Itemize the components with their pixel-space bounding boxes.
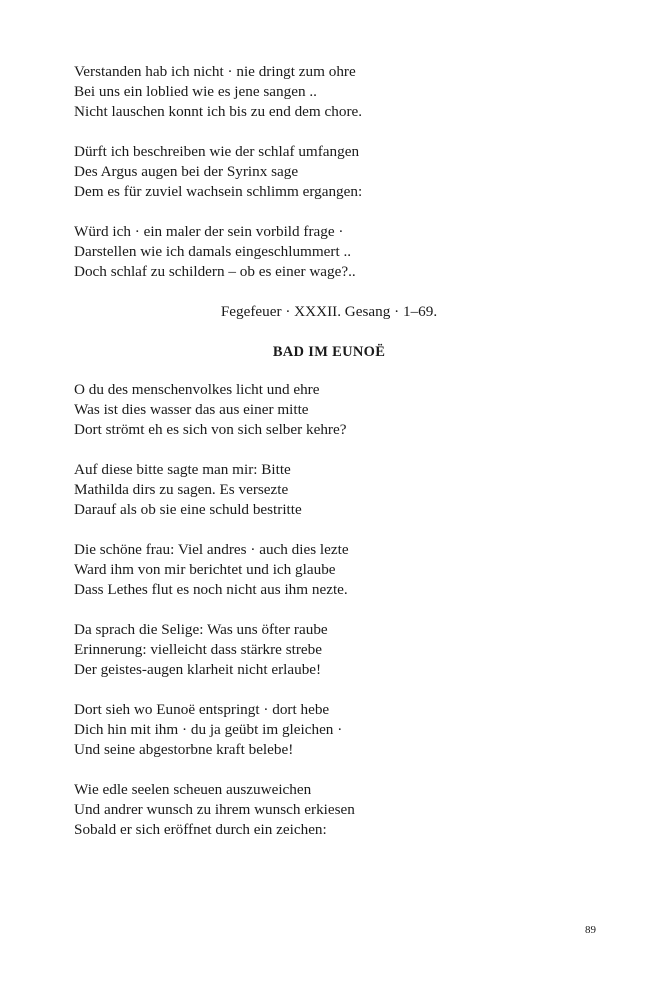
verse-line: Mathilda dirs zu sagen. Es versezte — [74, 481, 289, 498]
stanza — [74, 380, 594, 440]
verse-line: Ward ihm von mir berichtet und ich glaube — [74, 561, 336, 578]
verse-line: Würd ich · ein maler der sein vorbild frage · — [74, 223, 344, 240]
verse-line: Darstellen wie ich damals eingeschlummert .. — [74, 243, 352, 260]
verse-line: Darauf als ob sie eine schuld bestritte — [74, 501, 302, 518]
stanza — [74, 540, 594, 600]
page-body — [74, 62, 594, 860]
stanza — [74, 780, 594, 840]
stanza — [74, 700, 594, 760]
verse-line: Nicht lauschen konnt ich bis zu end dem chore. — [74, 103, 363, 120]
verse-line: Sobald er sich eröffnet durch ein zeichen: — [74, 821, 327, 838]
verse-line: Wie edle seelen scheuen auszuweichen — [74, 781, 312, 798]
verse-line: Dich hin mit ihm · du ja geübt im gleichen · — [74, 721, 343, 738]
stanza — [74, 620, 594, 680]
verse-line: Erinnerung: vielleicht dass stärkre strebe — [74, 641, 322, 658]
verse-line: O du des menschenvolkes licht und ehre — [74, 381, 320, 398]
verse-line: Verstanden hab ich nicht · nie dringt zum ohre — [74, 63, 356, 80]
verse-line: Des Argus augen bei der Syrinx sage — [74, 163, 299, 180]
verse-line: Auf diese bitte sagte man mir: Bitte — [74, 461, 291, 478]
stanza — [74, 62, 594, 122]
verse-line: Was ist dies wasser das aus einer mitte — [74, 401, 309, 418]
canto-citation: Fegefeuer · XXXII. Gesang · 1–69. — [220, 303, 438, 320]
section-heading: BAD IM EUNOË — [272, 344, 386, 360]
verse-line: Dürft ich beschreiben wie der schlaf umfangen — [74, 143, 360, 160]
verse-line: Doch schlaf zu schildern – ob es einer wage?.. — [74, 263, 356, 280]
verse-line: Die schöne frau: Viel andres · auch dies lezte — [74, 541, 349, 558]
verse-line: Und seine abgestorbne kraft belebe! — [74, 741, 294, 758]
verse-line: Dort strömt eh es sich von sich selber kehre? — [74, 421, 347, 438]
verse-line: Der geistes-augen klarheit nicht erlaube! — [74, 661, 322, 678]
page-number: 89 — [585, 924, 596, 936]
stanza — [74, 222, 594, 282]
verse-line: Da sprach die Selige: Was uns öfter raube — [74, 621, 328, 638]
verse-line: Dass Lethes flut es noch nicht aus ihm nezte. — [74, 581, 348, 598]
verse-line: Und andrer wunsch zu ihrem wunsch erkiesen — [74, 801, 355, 818]
verse-line: Bei uns ein loblied wie es jene sangen .. — [74, 83, 317, 100]
verse-line: Dort sieh wo Eunoë entspringt · dort hebe — [74, 701, 330, 718]
stanza — [74, 142, 594, 202]
verse-line: Dem es für zuviel wachsein schlimm ergangen: — [74, 183, 363, 200]
stanza — [74, 460, 594, 520]
